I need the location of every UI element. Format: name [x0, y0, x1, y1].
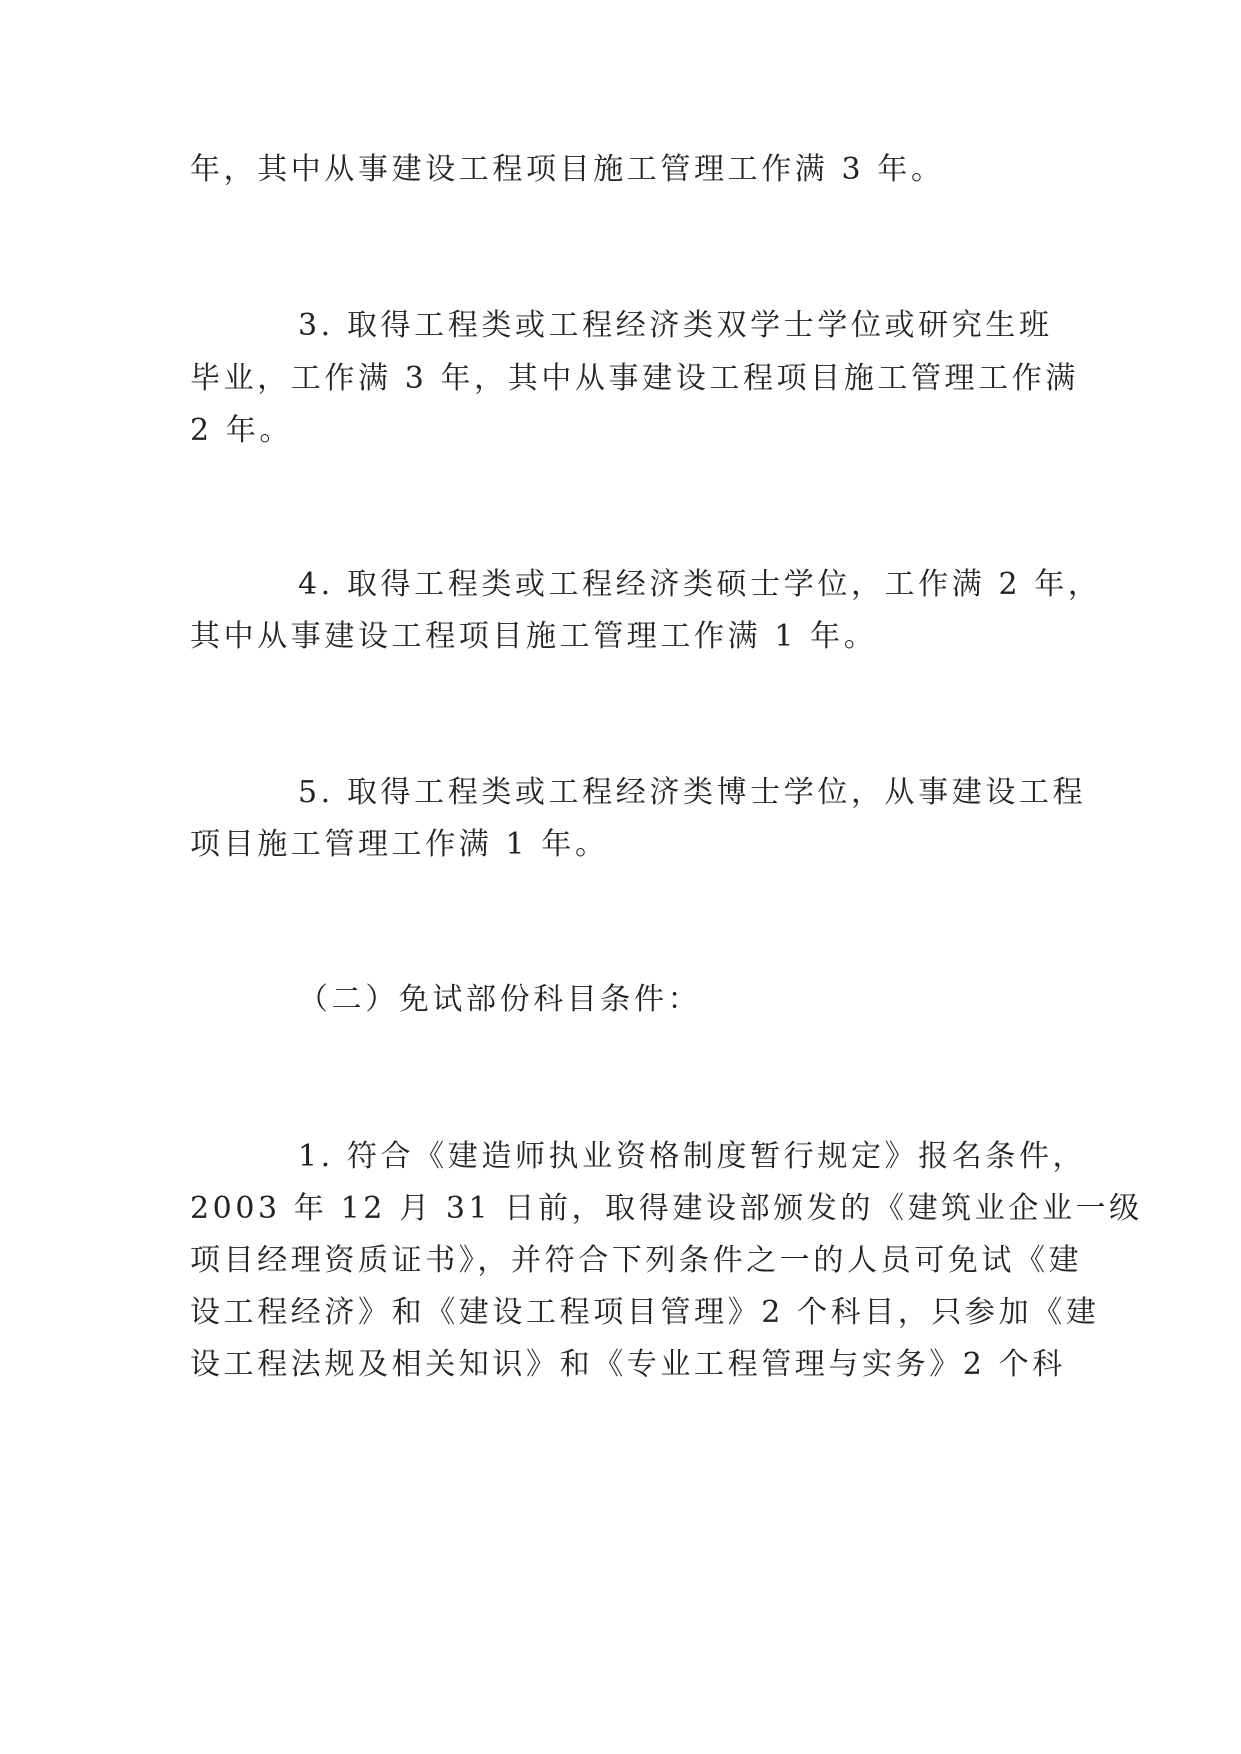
paragraph-line: 设工程经济》和《建设工程项目管理》2 个科目，只参加《建	[190, 1295, 1100, 1330]
paragraph-line: 4. 取得工程类或工程经济类硕士学位，工作满 2 年，	[298, 567, 1102, 602]
paragraph-line: 项目经理资质证书》，并符合下列条件之一的人员可免试《建	[190, 1243, 1083, 1278]
paragraph-line: 毕业，工作满 3 年，其中从事建设工程项目施工管理工作满	[190, 361, 1079, 396]
paragraph-line: 其中从事建设工程项目施工管理工作满 1 年。	[190, 619, 878, 654]
paragraph-line: 3. 取得工程类或工程经济类双学士学位或研究生班	[298, 308, 1053, 343]
paragraph-line: 项目施工管理工作满 1 年。	[190, 827, 609, 862]
paragraph-line: 1. 符合《建造师执业资格制度暂行规定》报名条件，	[298, 1139, 1087, 1174]
paragraph-line: 5. 取得工程类或工程经济类博士学位，从事建设工程	[298, 775, 1087, 810]
paragraph-line: 2 年。	[190, 413, 294, 448]
paragraph-line: 年，其中从事建设工程项目施工管理工作满 3 年。	[190, 152, 945, 187]
paragraph-line: 设工程法规及相关知识》和《专业工程管理与实务》2 个科	[190, 1347, 1066, 1382]
paragraph-line: 2003 年 12 月 31 日前，取得建设部颁发的《建筑业企业一级	[190, 1191, 1143, 1226]
section-heading: （二）免试部份科目条件：	[298, 982, 702, 1017]
